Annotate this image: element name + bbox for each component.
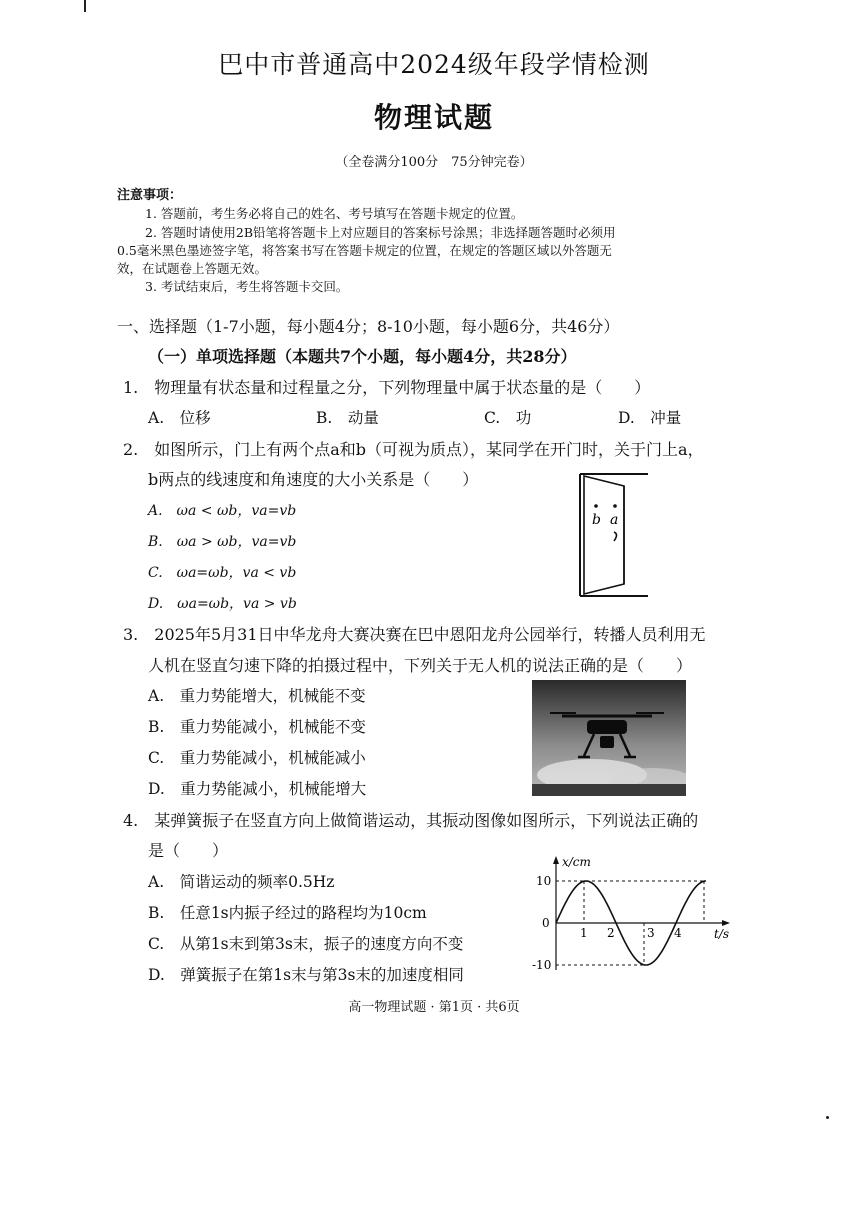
q1-stem: 1. 物理量有状态量和过程量之分，下列物理量中属于状态量的是（ ） (123, 378, 651, 397)
graph-x-label: t/s (714, 927, 730, 941)
page-footer: 高一物理试题 · 第1页 · 共6页 (348, 1000, 520, 1015)
notice-item-3: 3. 考试结束后，考生将答题卡交回。 (145, 279, 349, 294)
q3-stem-line1: 3. 2025年5月31日中华龙舟大赛决赛在巴中恩阳龙舟公园举行，转播人员利用无 (123, 625, 706, 644)
notice-item-2-cont: 0.5毫米黑色墨迹签字笔，将答案书写在答题卡规定的位置，在规定的答题区域以外答题无 (117, 243, 612, 258)
notice-item-2-end: 效，在试题卷上答题无效。 (117, 261, 268, 276)
q3-option-d: D. 重力势能减小，机械能增大 (148, 780, 367, 798)
exam-title: 巴中市普通高中2024级年段学情检测 (218, 50, 650, 79)
graph-xtick-3: 3 (647, 926, 655, 940)
graph-xtick-1: 1 (580, 926, 588, 940)
graph-ytick-0: 0 (542, 916, 550, 930)
exam-total: （全卷满分100分 75分钟完卷） (335, 155, 533, 170)
drone-photo (532, 680, 686, 796)
vibration-graph (528, 854, 734, 976)
graph-y-arrow-icon (553, 856, 559, 864)
point-b-dot (594, 504, 598, 508)
q2-option-b: B. ωa > ωb，va=vb (148, 534, 297, 550)
notice-title: 注意事项： (117, 188, 183, 203)
q4-option-a: A. 简谐运动的频率0.5Hz (148, 873, 335, 891)
graph-ytick-10: 10 (536, 874, 552, 888)
scan-mark (84, 0, 86, 12)
q1-option-c: C. 功 (484, 409, 532, 427)
q3-option-a: A. 重力势能增大，机械能不变 (148, 687, 366, 705)
point-a-dot (613, 504, 617, 508)
q2-stem-line1: 2. 如图所示，门上有两个点a和b（可视为质点），某同学在开门时，关于门上a， (123, 440, 704, 459)
subsection-heading: （一）单项选择题（本题共7个小题，每小题4分，共28分） (148, 347, 577, 366)
q2-option-c: C. ωa=ωb，va < vb (148, 565, 297, 581)
q4-option-c: C. 从第1s末到第3s末，振子的速度方向不变 (148, 935, 464, 953)
door-panel (584, 476, 624, 594)
graph-xtick-2: 2 (607, 926, 615, 940)
q3-option-c: C. 重力势能减小，机械能减小 (148, 749, 366, 767)
section-heading: 一、选择题（1-7小题，每小题4分；8-10小题，每小题6分，共46分） (117, 317, 620, 336)
scan-dot (826, 1116, 829, 1119)
graph-x-arrow-icon (722, 920, 730, 926)
q1-option-b: B. 动量 (316, 409, 379, 427)
q4-stem-line2: 是（ ） (148, 841, 229, 860)
graph-ytick-neg10: -10 (532, 958, 552, 972)
notice-item-1: 1. 答题前，考生务必将自己的姓名、考号填写在答题卡规定的位置。 (145, 206, 524, 221)
photo-ground (532, 784, 686, 796)
door-figure (572, 468, 656, 602)
point-a-label: a (610, 512, 619, 528)
q1-option-d: D. 冲量 (618, 409, 682, 427)
q2-stem-line2: b两点的线速度和角速度的大小关系是（ ） (148, 470, 479, 489)
q2-option-a: A. ωa < ωb，va=vb (148, 503, 297, 519)
q4-option-d: D. 弹簧振子在第1s末与第3s末的加速度相同 (148, 966, 464, 984)
q1-option-a: A. 位移 (148, 409, 211, 427)
q4-option-b: B. 任意1s内振子经过的路程均为10cm (148, 904, 427, 922)
q3-option-b: B. 重力势能减小，机械能不变 (148, 718, 366, 736)
notice-item-2: 2. 答题时请使用2B铅笔将答题卡上对应题目的答案标号涂黑；非选择题答题时必须用 (145, 225, 616, 240)
q3-stem-line2: 人机在竖直匀速下降的拍摄过程中，下列关于无人机的说法正确的是（ ） (148, 656, 693, 675)
q2-option-d: D. ωa=ωb，va > vb (148, 596, 297, 612)
graph-xtick-4: 4 (674, 926, 682, 940)
point-b-label: b (592, 512, 601, 528)
q4-stem-line1: 4. 某弹簧振子在竖直方向上做简谐运动，其振动图像如图所示，下列说法正确的 (123, 811, 699, 830)
exam-subtitle: 物理试题 (373, 101, 494, 134)
graph-y-label: x/cm (562, 855, 591, 869)
